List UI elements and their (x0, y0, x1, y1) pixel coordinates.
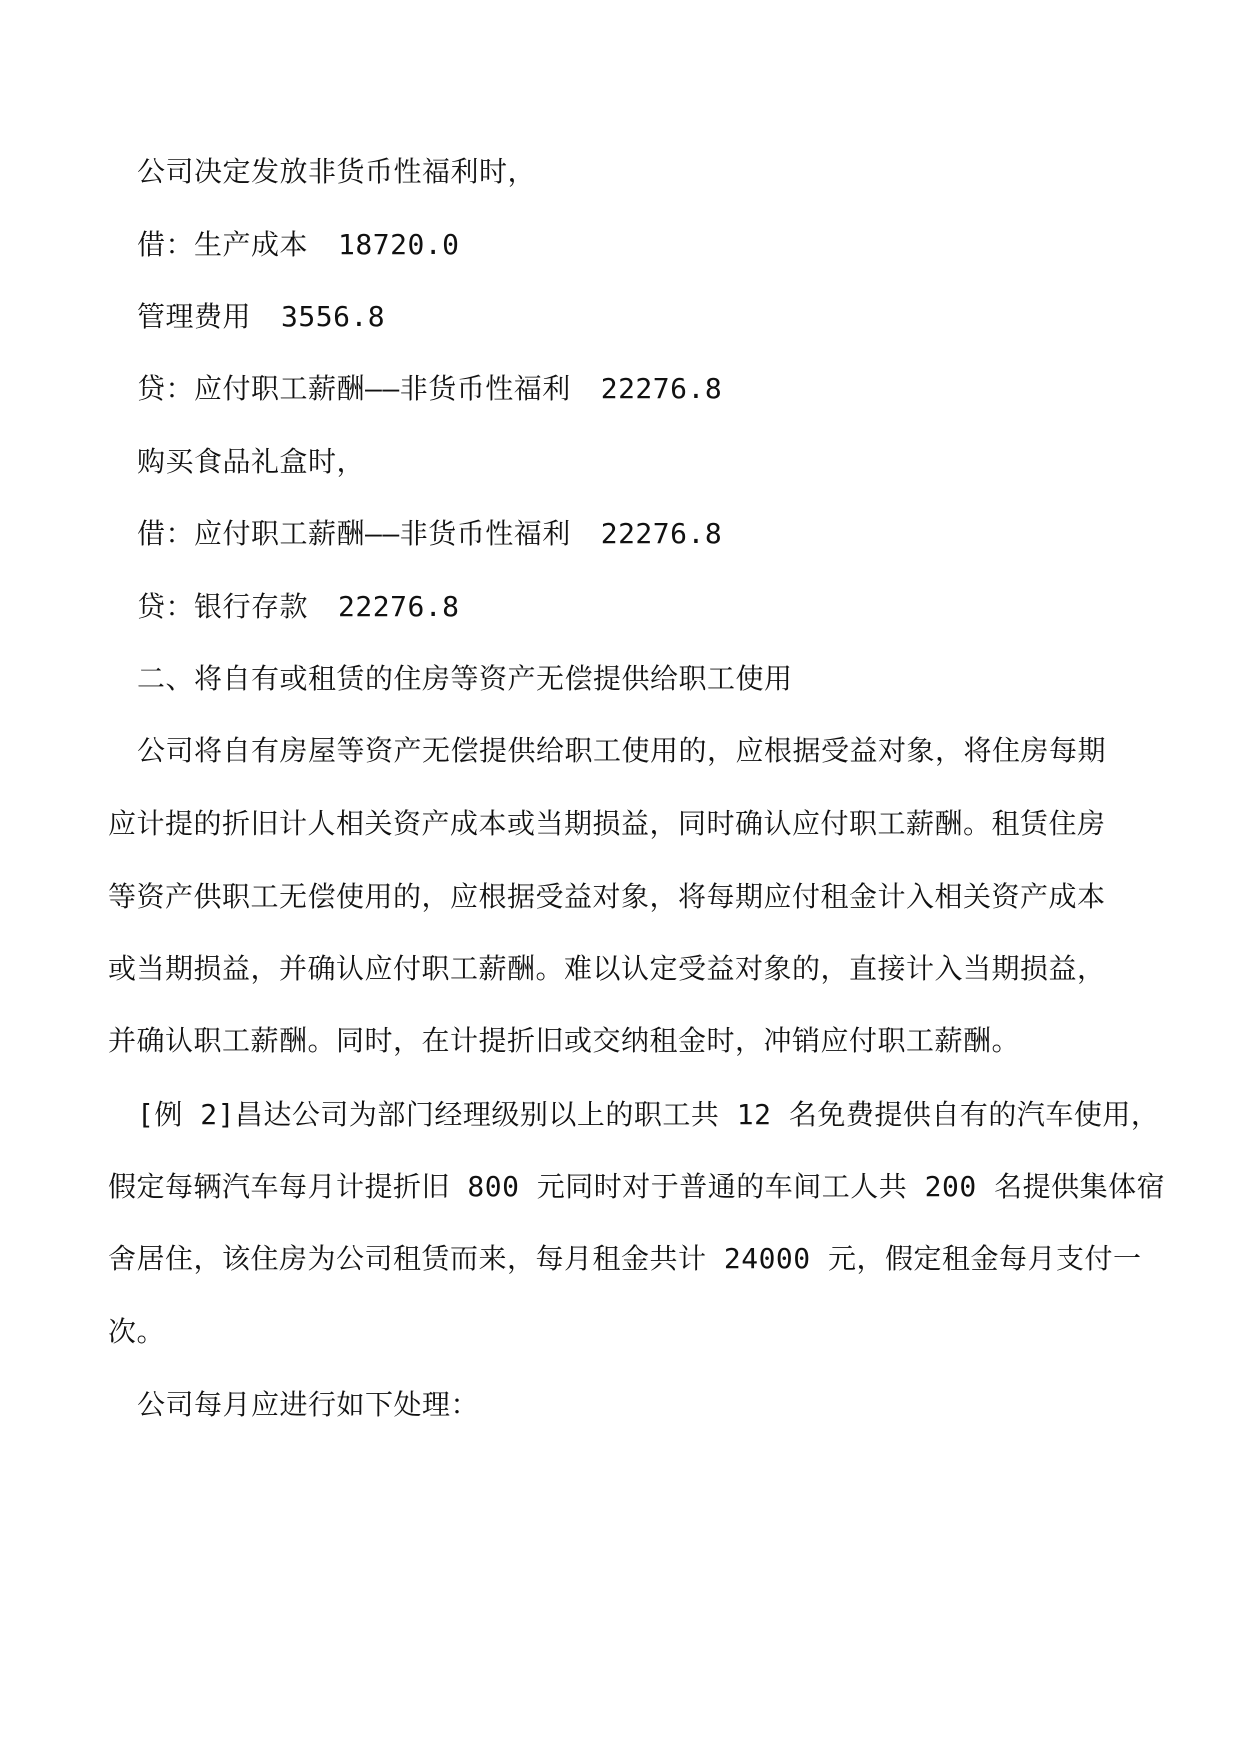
entry1-debit1-amount: 18720.0 (338, 228, 460, 261)
entry2-debit-amount: 22276.8 (600, 517, 723, 550)
entry1-debit2-label: 管理费用 (137, 300, 252, 333)
para-line-1: 公司将自有房屋等资产无偿提供给职工使用的，应根据受益对象，将住房每期 (137, 734, 1107, 767)
example-line-2: 假定每辆汽车每月计提折旧 800 元同时对于普通的车间工人共 200 名提供集体宿 (108, 1170, 1166, 1203)
example-line-1: [例 2]昌达公司为部门经理级别以上的职工共 12 名免费提供自有的汽车使用， (137, 1098, 1160, 1131)
entry1-debit1 (137, 225, 1167, 265)
entry2-credit-amount: 22276.8 (338, 590, 460, 623)
example-line-3: 舍居住，该住房为公司租赁而来，每月租金共计 24000 元，假定租金每月支付一 (108, 1242, 1142, 1275)
para-line-4: 或当期损益，并确认应付职工薪酬。难以认定受益对象的，直接计入当期损益， (108, 952, 1106, 985)
entry1-debit1-label: 借：生产成本 (137, 228, 309, 261)
entry1-credit-amount: 22276.8 (600, 372, 723, 405)
para-line-3: 等资产供职工无偿使用的，应根据受益对象，将每期应付租金计入相关资产成本 (108, 880, 1106, 913)
entry2-debit-label: 借：应付职工薪酬——非货币性福利 (137, 517, 571, 550)
entry1-credit (137, 369, 1167, 409)
section2-heading: 二、将自有或租赁的住房等资产无偿提供给职工使用 (137, 662, 793, 695)
entry2-credit-label: 贷：银行存款 (137, 590, 309, 623)
entry2-intro: 购买食品礼盒时， (137, 445, 366, 478)
para-line-2: 应计提的折旧计人相关资产成本或当期损益，同时确认应付职工薪酬。租赁住房 (108, 807, 1106, 840)
closing-line: 公司每月应进行如下处理： (137, 1388, 480, 1421)
entry1-debit2 (137, 297, 1167, 337)
example-line-4: 次。 (108, 1315, 166, 1348)
entry2-credit (137, 587, 1167, 627)
entry1-debit2-amount: 3556.8 (281, 300, 386, 333)
entry1-intro: 公司决定发放非货币性福利时， (137, 155, 537, 188)
para-line-5: 并确认职工薪酬。同时，在计提折旧或交纳租金时，冲销应付职工薪酬。 (108, 1024, 1021, 1057)
entry1-credit-label: 贷：应付职工薪酬——非货币性福利 (137, 372, 571, 405)
entry2-debit (137, 514, 1167, 554)
